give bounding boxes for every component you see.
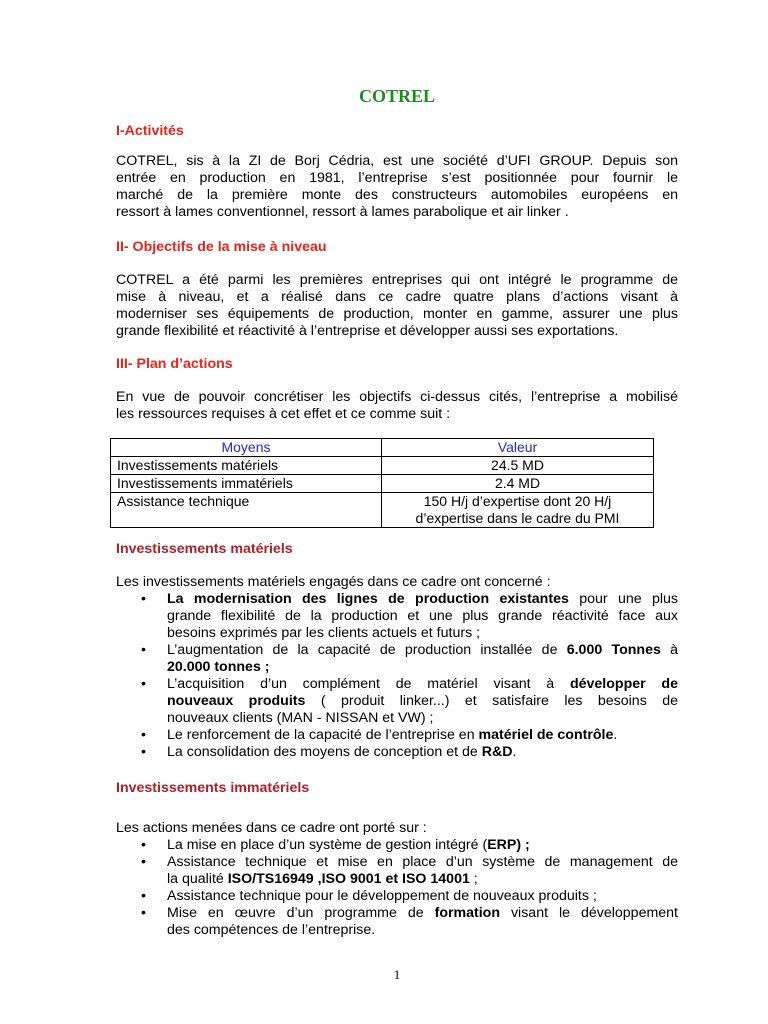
heading-investissements-materiels: Investissements matériels <box>116 541 293 557</box>
text-line: entrée en production en 1981, l’entreprise s’est positionnée pour fournir le <box>116 170 678 186</box>
text: visant le développement <box>500 905 678 921</box>
text-line <box>167 727 678 744</box>
table-row <box>111 493 654 528</box>
text: L’acquisition d’un complément de matériel visant à <box>167 676 570 692</box>
table-cell-moyen: Investissements immatériels <box>111 475 382 493</box>
paragraph-plan-actions <box>116 389 678 423</box>
text-line: les ressources requises à cet effet et ce comme suit : <box>116 406 451 422</box>
table-row <box>111 457 654 475</box>
bold-text: 6.000 Tonnes <box>566 642 661 658</box>
bold-text: 20.000 tonnes ; <box>167 659 270 675</box>
text: Mise en œuvre d’un programme de <box>167 905 435 921</box>
text-line <box>167 676 678 693</box>
text: ; <box>469 871 478 887</box>
bold-text: développer de <box>569 676 678 692</box>
text-line: nouveaux clients (MAN - NISSAN et VW) ; <box>167 710 434 726</box>
text-line <box>167 837 678 854</box>
list-item <box>116 854 678 888</box>
table-cell-valeur: 2.4 MD <box>382 475 654 493</box>
text-line: En vue de pouvoir concrétiser les objectifs ci-dessus cités, l’entreprise a mobilisé <box>116 389 678 405</box>
table-cell-valeur <box>382 493 654 528</box>
table-row <box>111 475 654 493</box>
bold-text: formation <box>434 905 501 921</box>
list-item <box>116 744 678 761</box>
bullet-icon: • <box>141 727 146 743</box>
text-line <box>167 591 678 608</box>
bold-text: R&D <box>481 744 513 760</box>
heading-plan-actions: III- Plan d’actions <box>116 356 233 372</box>
intro-investissements-immateriels: Les actions menées dans ce cadre ont porté sur : <box>116 820 427 836</box>
list-item <box>116 642 678 676</box>
text: à <box>660 642 678 658</box>
text: pour une plus <box>568 591 678 607</box>
text-line: besoins exprimés par les clients actuels et futurs ; <box>167 625 481 641</box>
heading-activites: I-Activités <box>116 123 184 139</box>
text-line: grande flexibilité de la production et une plus grande réactivité face aux <box>167 608 678 624</box>
text-line: COTREL, sis à la ZI de Borj Cédria, est une société d’UFI GROUP. Depuis son <box>116 153 678 169</box>
text-line: mise à niveau, et a réalisé dans ce cadre quatre plans d’actions visant à <box>116 289 678 305</box>
document-title: COTREL <box>358 86 436 106</box>
text: . <box>613 727 618 743</box>
list-item <box>116 676 678 727</box>
heading-investissements-immateriels: Investissements immatériels <box>116 780 310 796</box>
intro-investissements-materiels: Les investissements matériels engagés dans ce cadre ont concerné : <box>116 574 551 590</box>
text: ( produit linker...) et satisfaire les besoins de <box>305 693 678 709</box>
text: . <box>512 744 517 760</box>
heading-objectifs: II- Objectifs de la mise à niveau <box>116 239 327 255</box>
table-header-valeur: Valeur <box>382 439 654 457</box>
bold-text: matériel de contrôle <box>478 727 614 743</box>
table-cell-moyen: Investissements matériels <box>111 457 382 475</box>
text-line: marché de la première monte des constructeurs automobiles européens en <box>116 187 678 203</box>
bullet-icon: • <box>141 744 146 760</box>
list-item <box>116 727 678 744</box>
text-line: COTREL a été parmi les premières entreprises qui ont intégré le programme de <box>116 272 678 288</box>
text-line: moderniser ses équipements de production, monter en gamme, assurer une plus <box>116 306 678 322</box>
text-line <box>167 693 678 710</box>
text-line <box>167 659 678 676</box>
means-table <box>110 438 654 528</box>
text: La mise en place d’un système de gestion intégré ( <box>167 837 488 853</box>
text-line <box>167 744 678 761</box>
text: la qualité <box>167 871 228 887</box>
text-line: grande flexibilité et réactivité à l’entreprise et développer aussi ses exportations. <box>116 323 619 339</box>
text-line: des compétences de l’entreprise. <box>167 922 376 938</box>
table-header-row <box>111 439 654 457</box>
list-investissements-immateriels <box>116 837 678 939</box>
text-line: Assistance technique pour le développement de nouveaux produits ; <box>167 888 597 904</box>
text-line: ressort à lames conventionnel, ressort à lames parabolique et air linker . <box>116 204 569 220</box>
list-item <box>116 591 678 642</box>
text: Le renforcement de la capacité de l’entreprise en <box>167 727 479 743</box>
bullet-icon: • <box>141 642 146 658</box>
paragraph-objectifs <box>116 272 678 340</box>
text-line: Assistance technique et mise en place d’un système de management de <box>167 854 678 870</box>
paragraph-activites <box>116 153 678 221</box>
list-item <box>116 905 678 939</box>
table-cell-valeur-line: 150 H/j d’expertise dont 20 H/j <box>423 493 612 509</box>
bullet-icon: • <box>141 591 146 607</box>
list-item <box>116 888 678 905</box>
bold-text: ERP) ; <box>487 837 530 853</box>
text: L’augmentation de la capacité de production installée de <box>167 642 567 658</box>
text-line <box>167 905 678 922</box>
text-line <box>167 642 678 659</box>
bullet-icon: • <box>141 676 146 692</box>
bold-text: ISO/TS16949 ,ISO 9001 et ISO 14001 <box>227 871 470 887</box>
list-item <box>116 837 678 854</box>
bullet-icon: • <box>141 905 146 921</box>
text: La consolidation des moyens de conception et de <box>167 744 482 760</box>
bullet-icon: • <box>141 837 146 853</box>
bullet-icon: • <box>141 854 146 870</box>
table-cell-valeur-line: d’expertise dans le cadre du PMI <box>415 510 620 526</box>
bold-text: La modernisation des lignes de production existantes <box>167 591 569 607</box>
table-cell-moyen: Assistance technique <box>111 493 382 528</box>
text-line <box>167 871 678 888</box>
table-header-moyens: Moyens <box>111 439 382 457</box>
bold-text: nouveaux produits <box>167 693 306 709</box>
table-cell-valeur: 24.5 MD <box>382 457 654 475</box>
page-number: 1 <box>393 967 401 982</box>
list-investissements-materiels <box>116 591 678 761</box>
bullet-icon: • <box>141 888 146 904</box>
